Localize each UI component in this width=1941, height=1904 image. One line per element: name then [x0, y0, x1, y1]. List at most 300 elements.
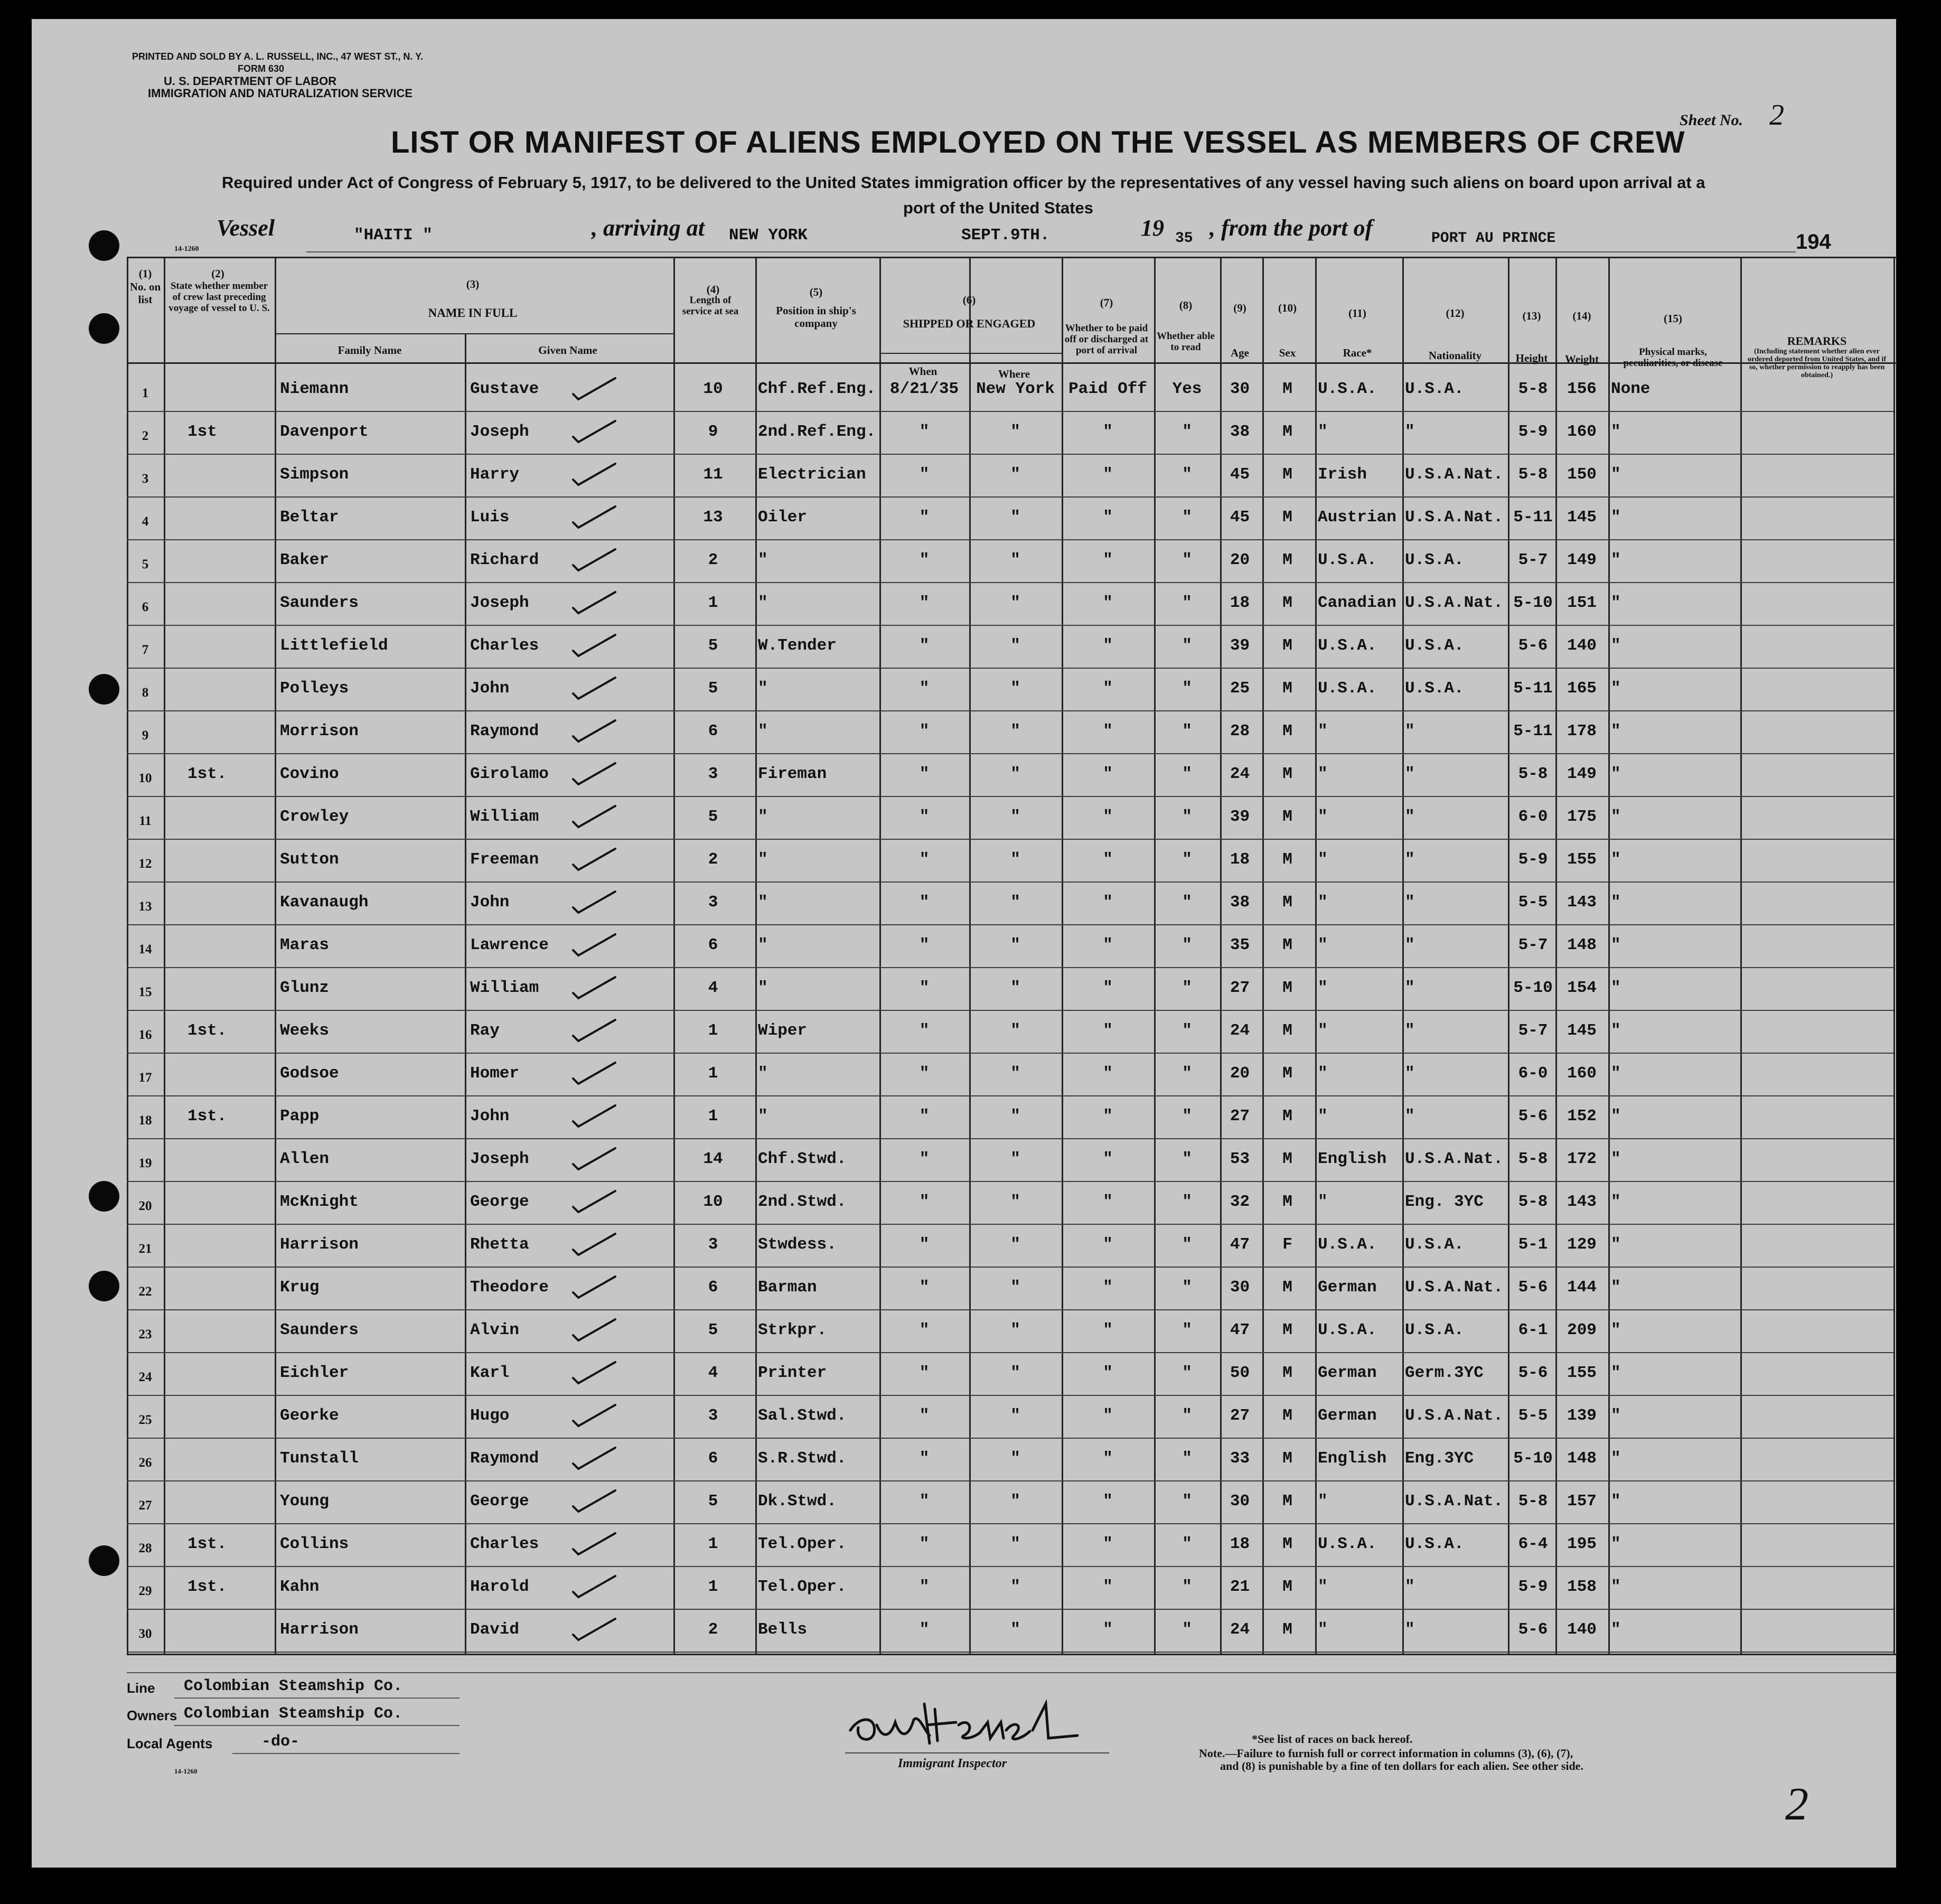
row-rule: [127, 1095, 1893, 1096]
cell-service: 5: [708, 1321, 718, 1339]
cell-read: ": [1182, 1064, 1192, 1083]
cell-given: George: [470, 1193, 529, 1211]
cell-where: ": [1010, 636, 1020, 655]
row-rule: [127, 881, 1893, 883]
col-1-number: (1): [138, 267, 152, 280]
cell-height: 5-8: [1518, 380, 1548, 398]
cell-paid: ": [1103, 979, 1113, 997]
cell-position: W.Tender: [758, 636, 837, 655]
cell-race: German: [1318, 1278, 1377, 1297]
cell-weight: 144: [1567, 1278, 1597, 1297]
cell-marks: ": [1611, 551, 1621, 569]
cell-race: U.S.A.: [1318, 636, 1377, 655]
cell-service: 5: [708, 679, 718, 698]
table-top-border: [127, 257, 1896, 258]
agents-value: -do-: [261, 1733, 300, 1751]
cell-weight: 155: [1567, 1364, 1597, 1382]
column-rule: [1402, 257, 1404, 1654]
cell-height: 5-5: [1518, 1406, 1548, 1425]
cell-where: ": [1010, 1193, 1020, 1211]
cell-sex: M: [1282, 594, 1292, 612]
cell-family: Glunz: [280, 979, 330, 997]
vessel-label: Vessel: [217, 215, 275, 241]
binder-hole: [89, 230, 119, 261]
row-rule: [127, 1224, 1893, 1225]
cell-race: U.S.A.: [1318, 551, 1377, 569]
agents-label: Local Agents: [127, 1736, 213, 1751]
row-number: 22: [138, 1284, 152, 1299]
row-number: 12: [138, 857, 152, 871]
cell-race: ": [1318, 893, 1328, 912]
cell-when: 8/21/35: [889, 380, 959, 398]
row-rule: [127, 924, 1893, 925]
subtitle-line1: Required under Act of Congress of February 5, 1917, to be delivered to the United States immigration officer by the representatives of any vessel having such aliens on board upon arrival at a: [222, 173, 1705, 192]
cell-age: 18: [1230, 850, 1250, 869]
cell-paid: ": [1103, 551, 1113, 569]
cell-age: 39: [1230, 636, 1250, 655]
cell-service: 2: [708, 551, 718, 569]
cell-sex: M: [1282, 1492, 1292, 1511]
cell-position: ": [758, 1107, 768, 1125]
cell-weight: 160: [1567, 423, 1597, 441]
col-6a-header: When: [908, 365, 937, 378]
cell-when: ": [919, 1193, 930, 1211]
cell-nationality: U.S.A.: [1405, 1321, 1464, 1339]
cell-position: ": [758, 893, 768, 912]
cell-height: 6-0: [1518, 1064, 1548, 1083]
cell-position: Dk.Stwd.: [758, 1492, 837, 1511]
cell-height: 6-4: [1518, 1535, 1548, 1553]
cell-race: ": [1318, 423, 1328, 441]
cell-height: 5-6: [1518, 636, 1548, 655]
owners-value: Colombian Steamship Co.: [184, 1705, 403, 1723]
cell-family: Baker: [280, 551, 330, 569]
cell-service: 1: [708, 1107, 718, 1125]
col-5-header: Position in ship's company: [776, 304, 856, 330]
cell-age: 24: [1230, 1021, 1250, 1040]
cell-position: ": [758, 1064, 768, 1083]
subheader-rule: [275, 333, 673, 334]
cell-height: 5-7: [1518, 1021, 1548, 1040]
cell-weight: 160: [1567, 1064, 1597, 1083]
checkmark-icon: [570, 376, 618, 402]
cell-service: 5: [708, 1492, 718, 1511]
cell-marks: ": [1611, 679, 1621, 698]
cell-age: 30: [1230, 1492, 1250, 1511]
cell-age: 20: [1230, 1064, 1250, 1083]
cell-race: English: [1318, 1449, 1387, 1468]
column-rule: [275, 257, 276, 1654]
checkmark-icon: [570, 1359, 618, 1386]
cell-paid: ": [1103, 1321, 1113, 1339]
cell-family: Tunstall: [280, 1449, 359, 1468]
cell-family: Harrison: [280, 1235, 359, 1254]
cell-when: ": [919, 936, 930, 954]
col-6-header: SHIPPED OR ENGAGED: [903, 317, 1036, 330]
cell-where: ": [1010, 1107, 1020, 1125]
cell-service: 1: [708, 1021, 718, 1040]
cell-family: Beltar: [280, 508, 339, 527]
cell-where: ": [1010, 1150, 1020, 1168]
cell-age: 30: [1230, 1278, 1250, 1297]
row-rule: [127, 454, 1893, 455]
cell-given: Gustave: [470, 380, 539, 398]
cell-height: 5-6: [1518, 1364, 1548, 1382]
col-3-number: (3): [466, 278, 480, 290]
cell-weight: 149: [1567, 765, 1597, 783]
cell-family: Simpson: [280, 465, 349, 484]
cell-paid: ": [1103, 1492, 1113, 1511]
cell-race: Irish: [1318, 465, 1367, 484]
checkmark-icon: [570, 418, 618, 445]
checkmark-icon: [570, 1531, 618, 1557]
cell-marks: ": [1611, 893, 1621, 912]
column-rule: [1608, 257, 1610, 1654]
column-rule: [127, 257, 128, 1654]
cell-when: ": [919, 1620, 930, 1639]
cell-nationality: U.S.A.Nat.: [1405, 508, 1504, 527]
cell-race: ": [1318, 979, 1328, 997]
checkmark-icon: [570, 675, 618, 701]
cell-read: ": [1182, 1021, 1192, 1040]
row-number: 28: [138, 1541, 152, 1555]
row-rule: [127, 539, 1893, 540]
cell-race: U.S.A.: [1318, 1235, 1377, 1254]
cell-when: ": [919, 1492, 930, 1511]
cell-weight: 151: [1567, 594, 1597, 612]
cell-marks: ": [1611, 808, 1621, 826]
row-number: 6: [142, 600, 149, 614]
cell-sex: M: [1282, 850, 1292, 869]
cell-race: U.S.A.: [1318, 679, 1377, 698]
cell-where: New York: [976, 380, 1055, 398]
cell-paid: ": [1103, 1449, 1113, 1468]
cell-read: ": [1182, 979, 1192, 997]
agents-underline: [232, 1753, 460, 1754]
row-rule: [127, 1395, 1893, 1396]
cell-position: ": [758, 808, 768, 826]
col-10-header: Sex: [1279, 346, 1296, 359]
cell-weight: 154: [1567, 979, 1597, 997]
cell-family: Harrison: [280, 1620, 359, 1639]
cell-position: Strkpr.: [758, 1321, 827, 1339]
cell-service: 3: [708, 765, 718, 783]
cell-sex: M: [1282, 1107, 1292, 1125]
row-rule: [127, 710, 1893, 711]
cell-race: ": [1318, 1107, 1328, 1125]
inspector-label: Immigrant Inspector: [898, 1757, 1007, 1770]
service-line: IMMIGRATION AND NATURALIZATION SERVICE: [148, 87, 413, 100]
cell-service: 10: [703, 1193, 723, 1211]
cell-marks: ": [1611, 1578, 1621, 1596]
cell-position: Barman: [758, 1278, 817, 1297]
col-14-number: (14): [1572, 309, 1591, 322]
checkmark-icon: [570, 1445, 618, 1471]
cell-given: Charles: [470, 1535, 539, 1553]
checkmark-icon: [570, 1060, 618, 1086]
cell-paid: ": [1103, 765, 1113, 783]
cell-read: ": [1182, 679, 1192, 698]
cell-paid: ": [1103, 679, 1113, 698]
cell-marks: ": [1611, 936, 1621, 954]
row-rule: [127, 1566, 1893, 1567]
cell-sex: M: [1282, 551, 1292, 569]
checkmark-icon: [570, 974, 618, 1001]
cell-where: ": [1010, 1492, 1020, 1511]
cell-position: Tel.Oper.: [758, 1578, 847, 1596]
cell-age: 21: [1230, 1578, 1250, 1596]
cell-nationality: U.S.A.: [1405, 551, 1464, 569]
cell-weight: 143: [1567, 1193, 1597, 1211]
cell-where: ": [1010, 808, 1020, 826]
subheader-rule: [879, 353, 1062, 354]
row-number: 1: [142, 386, 149, 400]
row-number: 18: [138, 1113, 152, 1128]
cell-nationality: Eng.3YC: [1405, 1449, 1474, 1468]
column-rule: [164, 257, 165, 1654]
row-rule: [127, 1309, 1893, 1310]
row-rule: [127, 1609, 1893, 1610]
cell-paid: ": [1103, 594, 1113, 612]
cell-given: David: [470, 1620, 520, 1639]
cell-given: Rhetta: [470, 1235, 529, 1254]
col-15-number: (15): [1664, 312, 1682, 325]
cell-service: 4: [708, 979, 718, 997]
cell-position: 2nd.Ref.Eng.: [758, 423, 876, 441]
row-rule: [127, 496, 1893, 498]
cell-when: ": [919, 1364, 930, 1382]
cell-nationality: U.S.A.Nat.: [1405, 1492, 1504, 1511]
cell-sex: M: [1282, 1364, 1292, 1382]
col-4-header: Length of service at sea: [682, 295, 739, 317]
cell-marks: ": [1611, 979, 1621, 997]
cell-height: 5-11: [1513, 722, 1553, 740]
vessel-underline: [306, 251, 1796, 252]
col-13-number: (13): [1522, 309, 1541, 322]
col-2-header: State whether member of crew last preceding voyage of vessel to U. S.: [168, 280, 270, 314]
cell-when: ": [919, 1278, 930, 1297]
col-9-number: (9): [1233, 302, 1246, 314]
col-4-number: (4): [706, 283, 720, 296]
row-rule: [127, 1181, 1893, 1182]
cell-when: ": [919, 1578, 930, 1596]
cell-sex: M: [1282, 1535, 1292, 1553]
cell-paid: ": [1103, 1620, 1113, 1639]
cell-marks: ": [1611, 1449, 1621, 1468]
cell-given: Lawrence: [470, 936, 549, 954]
cell-family: Crowley: [280, 808, 349, 826]
col-3-header: NAME IN FULL: [428, 306, 518, 320]
cell-weight: 145: [1567, 1021, 1597, 1040]
cell-height: 5-8: [1518, 465, 1548, 484]
cell-marks: ": [1611, 594, 1621, 612]
cell-when: ": [919, 594, 930, 612]
cell-paid: ": [1103, 1021, 1113, 1040]
col-9-header: Age: [1231, 346, 1249, 359]
cell-when: ": [919, 1321, 930, 1339]
cell-paid: ": [1103, 808, 1113, 826]
cell-service: 1: [708, 1535, 718, 1553]
cell-height: 5-9: [1518, 850, 1548, 869]
cell-read: ": [1182, 722, 1192, 740]
cell-position: S.R.Stwd.: [758, 1449, 847, 1468]
cell-given: Harry: [470, 465, 520, 484]
cell-where: ": [1010, 465, 1020, 484]
cell-where: ": [1010, 1620, 1020, 1639]
cell-where: ": [1010, 1021, 1020, 1040]
cell-paid: ": [1103, 1578, 1113, 1596]
cell-read: ": [1182, 1406, 1192, 1425]
cell-given: Girolamo: [470, 765, 549, 783]
col-1-header: No. on list: [129, 280, 161, 306]
cell-when: ": [919, 979, 930, 997]
checkmark-icon: [570, 1017, 618, 1044]
cell-weight: 158: [1567, 1578, 1597, 1596]
from-label: , from the port of: [1209, 215, 1373, 241]
row-rule: [127, 1438, 1893, 1439]
cell-nationality: ": [1405, 850, 1415, 869]
row-rule: [127, 668, 1893, 669]
cell-height: 5-7: [1518, 936, 1548, 954]
cell-weight: 157: [1567, 1492, 1597, 1511]
cell-weight: 209: [1567, 1321, 1597, 1339]
checkmark-icon: [570, 761, 618, 787]
cell-service: 3: [708, 893, 718, 912]
cell-when: ": [919, 465, 930, 484]
cell-family: Polleys: [280, 679, 349, 698]
cell-nationality: U.S.A.: [1405, 679, 1464, 698]
printer-imprint: [132, 51, 423, 99]
cell-sex: M: [1282, 1620, 1292, 1639]
cell-given: Joseph: [470, 594, 529, 612]
cell-age: 24: [1230, 765, 1250, 783]
stamp-number: 194: [1796, 230, 1831, 254]
column-rule: [755, 257, 757, 1654]
row-rule: [127, 625, 1893, 626]
cell-given: Karl: [470, 1364, 510, 1382]
cell-nationality: ": [1405, 936, 1415, 954]
checkmark-icon: [570, 632, 618, 659]
checkmark-icon: [570, 1402, 618, 1429]
row-rule: [127, 1523, 1893, 1524]
cell-where: ": [1010, 722, 1020, 740]
row-number: 27: [138, 1498, 152, 1513]
cell-nationality: ": [1405, 1021, 1415, 1040]
cell-weight: 195: [1567, 1535, 1597, 1553]
cell-where: ": [1010, 1406, 1020, 1425]
cell-where: ": [1010, 1578, 1020, 1596]
cell-weight: 165: [1567, 679, 1597, 698]
cell-given: Harold: [470, 1578, 529, 1596]
cell-paid: ": [1103, 1064, 1113, 1083]
row-number: 2: [142, 429, 149, 443]
row-number: 30: [138, 1627, 152, 1641]
cell-where: ": [1010, 679, 1020, 698]
cell-race: English: [1318, 1150, 1387, 1168]
footer-rule: [127, 1672, 1896, 1673]
cell-read: ": [1182, 1449, 1192, 1468]
cell-marks: ": [1611, 423, 1621, 441]
col-11-number: (11): [1348, 307, 1366, 320]
cell-race: ": [1318, 765, 1328, 783]
cell-age: 33: [1230, 1449, 1250, 1468]
col-13-header: Height: [1515, 352, 1548, 364]
cell-when: ": [919, 1107, 930, 1125]
cell-sex: M: [1282, 808, 1292, 826]
cell-paid: ": [1103, 850, 1113, 869]
cell-sex: M: [1282, 1150, 1292, 1168]
row-number: 11: [139, 814, 152, 828]
col-15-header: Physical marks, peculiarities, or disease: [1623, 346, 1723, 369]
cell-age: 30: [1230, 380, 1250, 398]
cell-sex: M: [1282, 893, 1292, 912]
cell-race: ": [1318, 1193, 1328, 1211]
row-number: 7: [142, 643, 149, 657]
col-10-number: (10): [1278, 302, 1297, 314]
cell-read: ": [1182, 850, 1192, 869]
col-16-header: REMARKS: [1787, 334, 1847, 348]
row-rule: [127, 1480, 1893, 1481]
line-value: Colombian Steamship Co.: [184, 1677, 403, 1695]
cell-read: ": [1182, 594, 1192, 612]
sheet-no-label: Sheet No.: [1680, 111, 1743, 129]
cell-nationality: Eng. 3YC: [1405, 1193, 1484, 1211]
cell-weight: 156: [1567, 380, 1597, 398]
cell-height: 5-7: [1518, 551, 1548, 569]
cell-service: 6: [708, 722, 718, 740]
cell-height: 5-5: [1518, 893, 1548, 912]
printer-line: PRINTED AND SOLD BY A. L. RUSSELL, INC., 47 WEST ST., N. Y.: [132, 51, 424, 62]
cell-service: 1: [708, 594, 718, 612]
cell-family: Collins: [280, 1535, 349, 1553]
cell-voyage: 1st.: [187, 1021, 227, 1040]
cell-height: 6-1: [1518, 1321, 1548, 1339]
row-rule: [127, 1352, 1893, 1353]
cell-height: 5-11: [1513, 508, 1553, 527]
cell-service: 10: [703, 380, 723, 398]
cell-race: ": [1318, 1620, 1328, 1639]
cell-paid: ": [1103, 893, 1113, 912]
cell-where: ": [1010, 551, 1020, 569]
cell-position: Tel.Oper.: [758, 1535, 847, 1553]
cell-position: Electrician: [758, 465, 866, 484]
checkmark-icon: [570, 1488, 618, 1514]
cell-marks: None: [1611, 380, 1651, 398]
checkmark-icon: [570, 461, 618, 487]
cell-nationality: ": [1405, 1578, 1415, 1596]
cell-given: Raymond: [470, 1449, 539, 1468]
col-12-header: Nationality: [1428, 349, 1482, 362]
table-bottom-border: [127, 1654, 1896, 1655]
cell-weight: 129: [1567, 1235, 1597, 1254]
cell-given: Raymond: [470, 722, 539, 740]
cell-given: Luis: [470, 508, 510, 527]
col-8-number: (8): [1179, 299, 1193, 312]
col-3a-header: Family Name: [337, 344, 402, 357]
binder-hole: [89, 313, 119, 344]
cell-sex: M: [1282, 679, 1292, 698]
cell-where: ": [1010, 893, 1020, 912]
cell-marks: ": [1611, 1278, 1621, 1297]
cell-when: ": [919, 1235, 930, 1254]
cell-sex: M: [1282, 508, 1292, 527]
cell-race: ": [1318, 808, 1328, 826]
cell-position: Wiper: [758, 1021, 808, 1040]
cell-where: ": [1010, 936, 1020, 954]
cell-service: 1: [708, 1578, 718, 1596]
cell-family: McKnight: [280, 1193, 359, 1211]
col-7-header: Whether to be paid off or discharged at port of arrival: [1064, 323, 1149, 356]
